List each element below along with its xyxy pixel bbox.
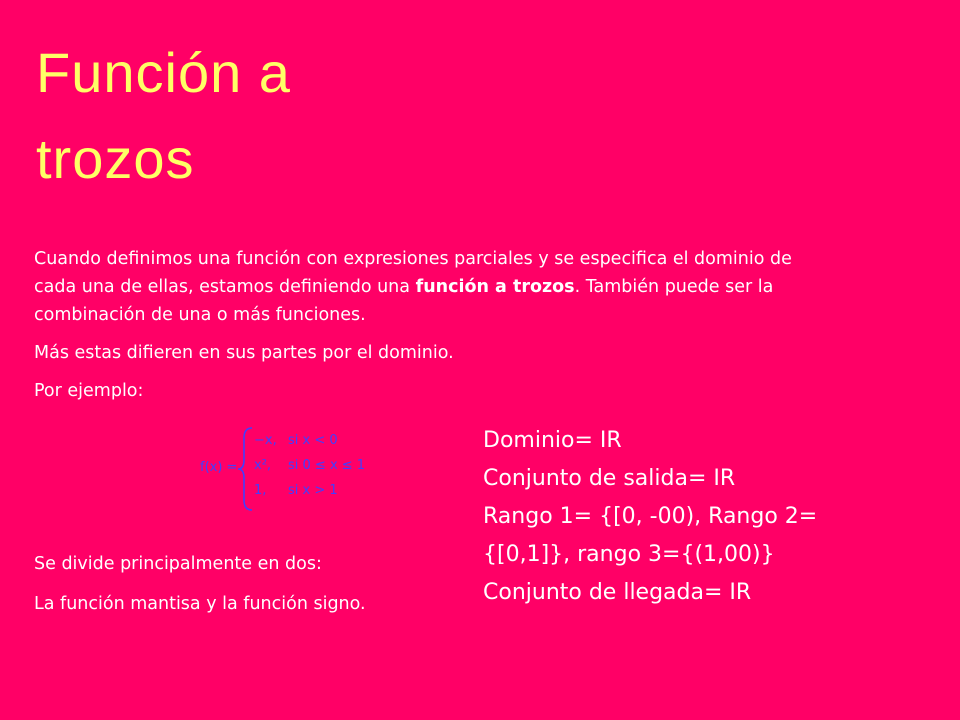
range-line-2: {[0,1]}, rango 3={(1,00)} [483,542,775,567]
formula-case-2-expr: x², [254,458,272,473]
domain-paragraph: Más estas difieren en sus partes por el dominio. [34,343,454,363]
formula-case-3-expr: 1, [254,483,267,498]
piecewise-formula [198,424,398,514]
slide-title [36,30,291,202]
formula-case-2-cond: si 0 ≤ x ≤ 1 [288,458,366,473]
formula-case-1-expr: −x, [254,433,277,448]
types-text: La función mantisa y la función signo. [34,594,366,614]
formula-case-1-cond: si x < 0 [288,433,338,448]
codomain-line: Conjunto de llegada= IR [483,580,752,605]
title-line-1: Función a [36,41,291,104]
range-line-1: Rango 1= {[0, -00), Rango 2= [483,504,818,529]
divide-text: Se divide principalmente en dos: [34,554,322,574]
intro-text [34,245,834,405]
definition-paragraph [34,245,834,329]
definition-text-end: . También puede ser la combinación de una o más funciones. [34,277,774,325]
title-line-2: trozos [36,127,195,190]
definition-bold-term: función a trozos [415,277,575,297]
example-label: Por ejemplo: [34,381,144,401]
lower-text [34,550,474,630]
output-set-line: Conjunto de salida= IR [483,466,736,491]
function-details [483,422,943,612]
formula-lhs: f(x) = [200,460,238,475]
formula-brace [238,428,252,510]
domain-line: Dominio= IR [483,428,622,453]
formula-case-3-cond: si x > 1 [288,483,338,498]
definition-text-start: Cuando definimos una función con expresiones parciales y se especifica el dominio de cada una de ellas, estamos definiendo una [34,249,792,297]
